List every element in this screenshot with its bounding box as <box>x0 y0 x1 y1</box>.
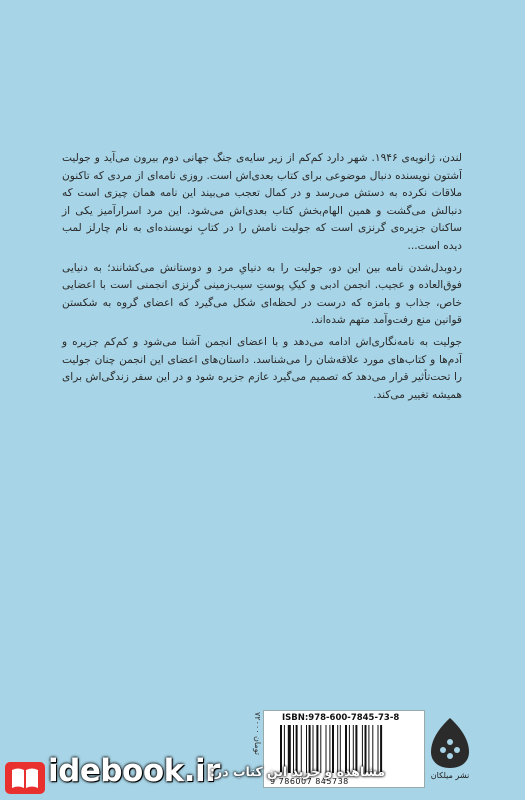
description-paragraph-2: ردوبدل‌شدن نامه بین این دو، جولیت را به دنیایِ مرد و دوستانش می‌کشانند؛ به دنیایی فوق‌العاده و عجیب. انجمن ادبی و کیکِ پوستِ سیب‌زمینی گرنزی انجمنی است با اعضایی خاص، جذاب و بامزه که درست در لحظه‌ای شکل می‌گیرد که اعضای گروه به شکستن قوانین منع رفت‌وآمد متهم شده‌اند. <box>62 261 462 327</box>
price-label: ۷۲۰۰۰ تومان <box>253 712 262 755</box>
watermark-text: مشاهده و خرید این کتاب در: <box>210 764 386 779</box>
description-paragraph-3: جولیت به نامه‌نگاری‌اش ادامه می‌دهد و با اعضای انجمن آشنا می‌شود و کم‌کم جزیره و آدم‌ها و کتاب‌های مورد علاقه‌شان را می‌شناسد. داستان‌های اعضای این انجمن چنان جولیت را تحت‌تأثیر قرار می‌دهد که تصمیم می‌گیرد عازم جزیره شود و در این سفر زندگی‌اش برای همیشه تغییر می‌کند. <box>62 335 462 401</box>
isbn-text: ISBN:978-600-7845-73-8 <box>282 713 400 723</box>
book-icon <box>4 760 46 796</box>
watermark-brand: idebook.ir <box>48 753 220 789</box>
barcode-number: 9 786007 845738 <box>270 777 349 786</box>
publisher-name: نشر میلکان <box>430 771 470 780</box>
description-paragraph-1: لندن، ژانویه‌ی ۱۹۴۶. شهر دارد کم‌کم از زیر سایه‌ی جنگ جهانی دوم بیرون می‌آید و جولیت اَشتون نویسنده دنبال موضوعی برای کتاب بعدی‌اش است. روزی نامه‌ای از مردی که تاکنون ملاقات نکرده به دستش می‌رسد و در کمال تعجب می‌بیند این نامه همان چیزی است که دنبالش می‌گشت و همین الهام‌بخش کتاب بعدی‌اش می‌شود. این مرد اسرارآمیز یکی از ساکنان جزیره‌ی گرنزی است که جولیت نامش را در کتابِ نویسنده‌ای به نام چارلز لمب دیده است... <box>62 152 462 252</box>
watermark-banner <box>0 752 525 800</box>
book-description <box>62 150 462 408</box>
